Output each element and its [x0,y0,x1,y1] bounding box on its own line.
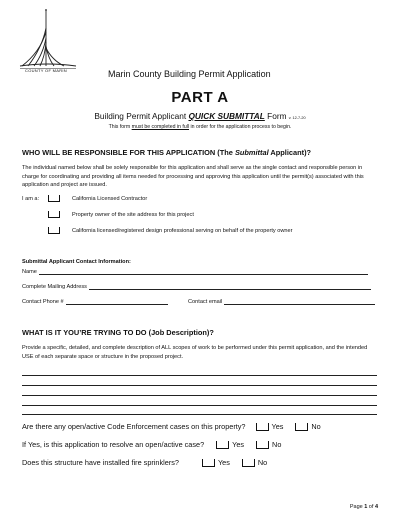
question-text: Does this structure have installed fire sprinklers? [22,458,179,467]
email-input[interactable] [224,298,375,305]
fire-sprinklers-no-checkbox[interactable] [242,459,255,467]
contact-heading: Submittal Applicant Contact Information: [22,259,131,265]
job-description-line[interactable] [22,405,377,406]
resolve-case-yes-checkbox[interactable] [216,441,229,449]
applicant-type-row-1 [22,195,147,202]
job-description-line[interactable] [22,395,377,396]
code-enforcement-yes-checkbox[interactable] [256,423,269,431]
email-label: Contact email [188,299,223,305]
question-text: Are there any open/active Code Enforcement cases on this property? [22,422,246,431]
phone-input[interactable] [66,298,168,305]
resolve-case-question [22,440,281,449]
job-description-line[interactable] [22,385,377,386]
form-version: v. 12-7-20 [288,116,306,120]
property-owner-checkbox[interactable] [48,211,60,218]
phone-label: Contact Phone # [22,299,64,305]
applicant-type-row-2 [48,211,194,218]
job-description-line[interactable] [22,414,377,415]
page-number: Page 1 of 4 [349,504,378,510]
application-title: Marin County Building Permit Application [108,69,271,79]
question-text: If Yes, is this application to resolve an open/active case? [22,440,205,449]
form-title: Building Permit Applicant QUICK SUBMITTAL Form v. 12-7-20 [94,111,306,121]
name-input[interactable] [39,268,368,275]
email-field [188,298,375,305]
part-heading: PART A [171,89,229,106]
i-am-a-label: I am a: [22,195,40,202]
design-professional-checkbox[interactable] [48,227,60,234]
job-description: Provide a specific, detailed, and complete description of ALL scopes of work to be performed under this permit application, and the intended USE of each separate space or structure in the proposed project. [22,345,368,360]
phone-field [22,298,168,305]
design-professional-option-label: California licensed/registered design professional serving on behalf of the property owner [72,227,293,234]
no-label: No [272,440,282,449]
responsible-description: The individual named below shall be solely responsible for this application and shall serve as the single contact and responsible person in charge for coordinating and providing all items needed for processing and approving this application until the permit(s) associated with this application and project are issued. [22,165,364,188]
contractor-option-label: California Licensed Contractor [72,195,148,202]
address-field [22,283,371,290]
name-label: Name [22,269,37,275]
yes-label: Yes [217,458,230,467]
no-label: No [257,458,268,467]
code-enforcement-question [22,422,321,431]
logo-caption: COUNTY OF MARIN [25,68,67,73]
applicant-type-row-3 [48,227,292,234]
address-input[interactable] [89,283,371,290]
yes-label: Yes [271,422,284,431]
form-note: This form must be completed in full in order for the application process to begin. [108,124,292,130]
address-label: Complete Mailing Address [22,284,87,290]
yes-label: Yes [232,440,245,449]
no-label: No [311,422,321,431]
code-enforcement-no-checkbox[interactable] [295,423,308,431]
fire-sprinklers-question [22,458,267,467]
contractor-checkbox[interactable] [48,195,60,202]
responsible-heading: WHO WILL BE RESPONSIBLE FOR THIS APPLICATION (The Submittal Applicant)? [22,148,312,157]
job-heading: WHAT IS IT YOU’RE TRYING TO DO (Job Description)? [22,328,214,337]
name-field [22,268,368,275]
job-description-line[interactable] [22,375,377,376]
resolve-case-no-checkbox[interactable] [256,441,269,449]
property-owner-option-label: Property owner of the site address for this project [72,211,194,218]
fire-sprinklers-yes-checkbox[interactable] [202,459,215,467]
